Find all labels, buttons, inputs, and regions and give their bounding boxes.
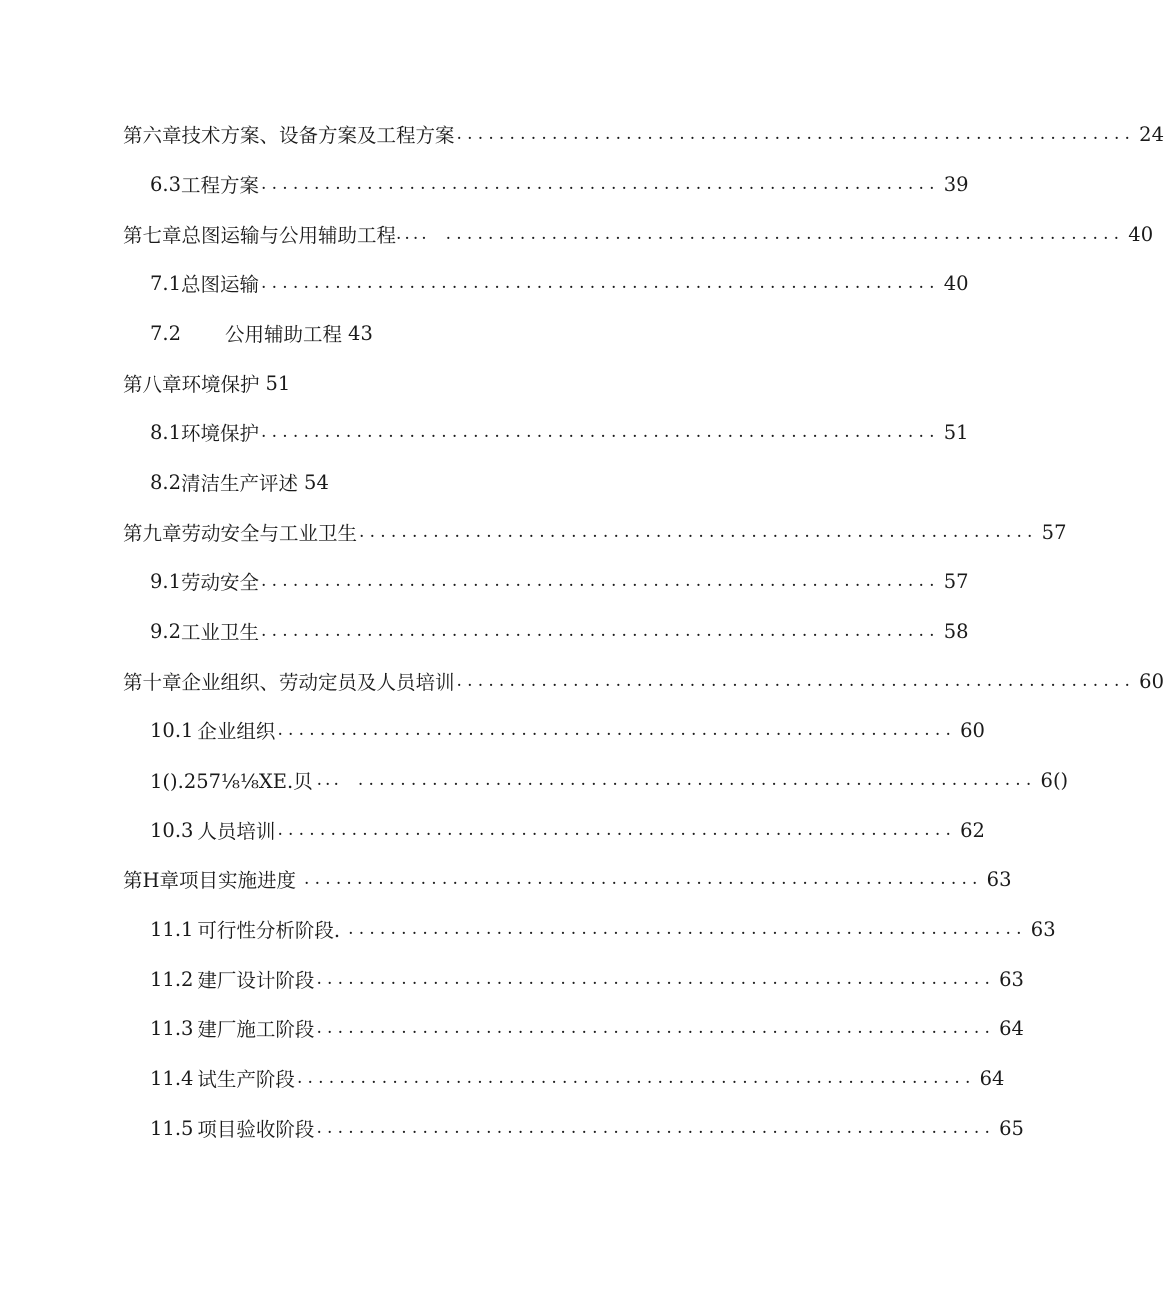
toc-section-number: 8.2 <box>150 470 182 494</box>
toc-entry-chapter-11[interactable] <box>123 864 1012 894</box>
toc-page-number: 51 <box>943 420 969 444</box>
toc-entry-9-1[interactable] <box>150 566 969 596</box>
toc-title: 环境保护 <box>181 422 260 445</box>
toc-title: 总图运输 <box>181 273 260 296</box>
toc-title: 第H章项目实施进度 <box>123 869 297 892</box>
toc-entry-chapter-10[interactable] <box>123 666 1164 696</box>
toc-leader: ................................................................ <box>348 919 1027 939</box>
toc-page-number: 64 <box>979 1066 1005 1090</box>
toc-entry-chapter-8[interactable] <box>123 368 290 398</box>
toc-section-number: 7.2 <box>150 321 182 345</box>
toc-title: 劳动安全 <box>181 571 260 594</box>
toc-entry-11-5[interactable] <box>150 1113 1024 1143</box>
toc-entry-chapter-6[interactable] <box>123 119 1164 149</box>
toc-page-number: 65 <box>999 1116 1024 1140</box>
toc-page-number: 57 <box>1041 520 1067 544</box>
toc-section-number: 7.1 <box>150 271 182 295</box>
toc-title: 人员培训 <box>197 820 276 843</box>
toc-section-number: 9.2 <box>150 619 182 643</box>
toc-leader: ................................................................ <box>316 1018 996 1038</box>
toc-entry-10-3[interactable] <box>150 815 985 845</box>
toc-leader: ................................................................ <box>261 174 940 194</box>
toc-title: 项目验收阶段 <box>197 1118 315 1141</box>
toc-title: 企业组织 <box>197 720 276 743</box>
toc-page-number: 60 <box>960 718 985 742</box>
toc-title: 第十章企业组织、劳动定员及人员培训 <box>123 671 455 694</box>
toc-page-number: 54 <box>304 470 329 494</box>
toc-section-number: 11.1 <box>150 917 194 941</box>
toc-page-number: 62 <box>960 818 985 842</box>
toc-page-number: 63 <box>1030 917 1056 941</box>
toc-page-number: 40 <box>1128 222 1154 246</box>
toc-title: 工业卫生 <box>181 621 260 644</box>
toc-section-number: 6.3 <box>150 172 182 196</box>
toc-title: 第九章劳动安全与工业卫生 <box>123 522 358 545</box>
toc-title: 1().257⅛⅛XE.贝 <box>150 770 313 793</box>
toc-page-number: 64 <box>999 1016 1024 1040</box>
toc-page-number: 51 <box>265 371 291 395</box>
toc-leader: ................................................................ <box>261 621 940 641</box>
toc-title: 建厂施工阶段 <box>197 1018 315 1041</box>
toc-title: 清洁生产评述 <box>181 472 299 495</box>
toc-title: 试生产阶段 <box>197 1068 295 1091</box>
toc-title: 第八章环境保护 <box>123 373 260 396</box>
toc-leader: ................................................................ <box>445 224 1125 244</box>
toc-leader: ................................................................ <box>261 422 940 442</box>
toc-entry-11-1[interactable] <box>150 914 1056 944</box>
toc-page-number: 43 <box>348 321 373 345</box>
toc-section-number: 10.3 <box>150 818 194 842</box>
toc-page-number: 40 <box>943 271 969 295</box>
toc-entry-7-1[interactable] <box>150 268 969 298</box>
toc-page-number: 57 <box>943 569 969 593</box>
toc-page-number: 6() <box>1040 768 1069 792</box>
toc-entry-8-1[interactable] <box>150 417 969 447</box>
toc-leader: ................................................................ <box>304 869 983 889</box>
toc-section-number: 11.4 <box>150 1066 194 1090</box>
toc-leader: ................................................................ <box>456 124 1136 144</box>
toc-page-number: 58 <box>943 619 969 643</box>
toc-leader: ................................................................ <box>261 571 940 591</box>
toc-leader: ................................................................ <box>277 720 957 740</box>
toc-page-number: 63 <box>986 867 1012 891</box>
toc-entry-11-3[interactable] <box>150 1013 1024 1043</box>
toc-section-number: 11.2 <box>150 967 194 991</box>
toc-entry-11-4[interactable] <box>150 1063 1005 1093</box>
toc-section-number: 11.5 <box>150 1116 194 1140</box>
toc-section-number: 8.1 <box>150 420 182 444</box>
toc-leader: ................................................................ <box>261 273 940 293</box>
toc-entry-chapter-9[interactable] <box>123 517 1067 547</box>
toc-entry-8-2[interactable] <box>150 467 329 497</box>
toc-leader-head: ... <box>316 770 342 790</box>
toc-title: 工程方案 <box>181 174 260 197</box>
toc-title: 建厂设计阶段 <box>197 969 315 992</box>
toc-section-number: 11.3 <box>150 1016 194 1040</box>
toc-page-number: 39 <box>943 172 969 196</box>
toc-leader: ................................................................ <box>296 1068 976 1088</box>
toc-leader-head: .... <box>396 224 430 244</box>
toc-page-number: 63 <box>999 967 1024 991</box>
toc-leader: ................................................................ <box>357 770 1037 790</box>
toc-leader: ................................................................ <box>359 522 1038 542</box>
toc-title: 第七章总图运输与公用辅助工程 <box>123 224 397 247</box>
toc-section-number: 9.1 <box>150 569 182 593</box>
toc-entry-10-1[interactable] <box>150 715 985 745</box>
toc-entry-7-2[interactable] <box>150 318 373 348</box>
toc-leader: ................................................................ <box>277 820 957 840</box>
toc-entry-10-2[interactable] <box>150 765 1069 795</box>
toc-leader: ................................................................ <box>456 671 1136 691</box>
toc-entry-chapter-7[interactable] <box>123 219 1154 249</box>
toc-title: 可行性分析阶段. <box>197 919 341 942</box>
toc-section-number: 10.1 <box>150 718 194 742</box>
toc-page-number: 60 <box>1139 669 1164 693</box>
toc-page-number: 24 <box>1139 122 1164 146</box>
toc-entry-9-2[interactable] <box>150 616 969 646</box>
toc-entry-11-2[interactable] <box>150 964 1024 994</box>
toc-leader: ................................................................ <box>316 969 996 989</box>
toc-entry-6-3[interactable] <box>150 169 969 199</box>
toc-title: 公用辅助工程 <box>225 323 343 346</box>
toc-title: 第六章技术方案、设备方案及工程方案 <box>123 124 455 147</box>
toc-leader: ................................................................ <box>316 1118 996 1138</box>
